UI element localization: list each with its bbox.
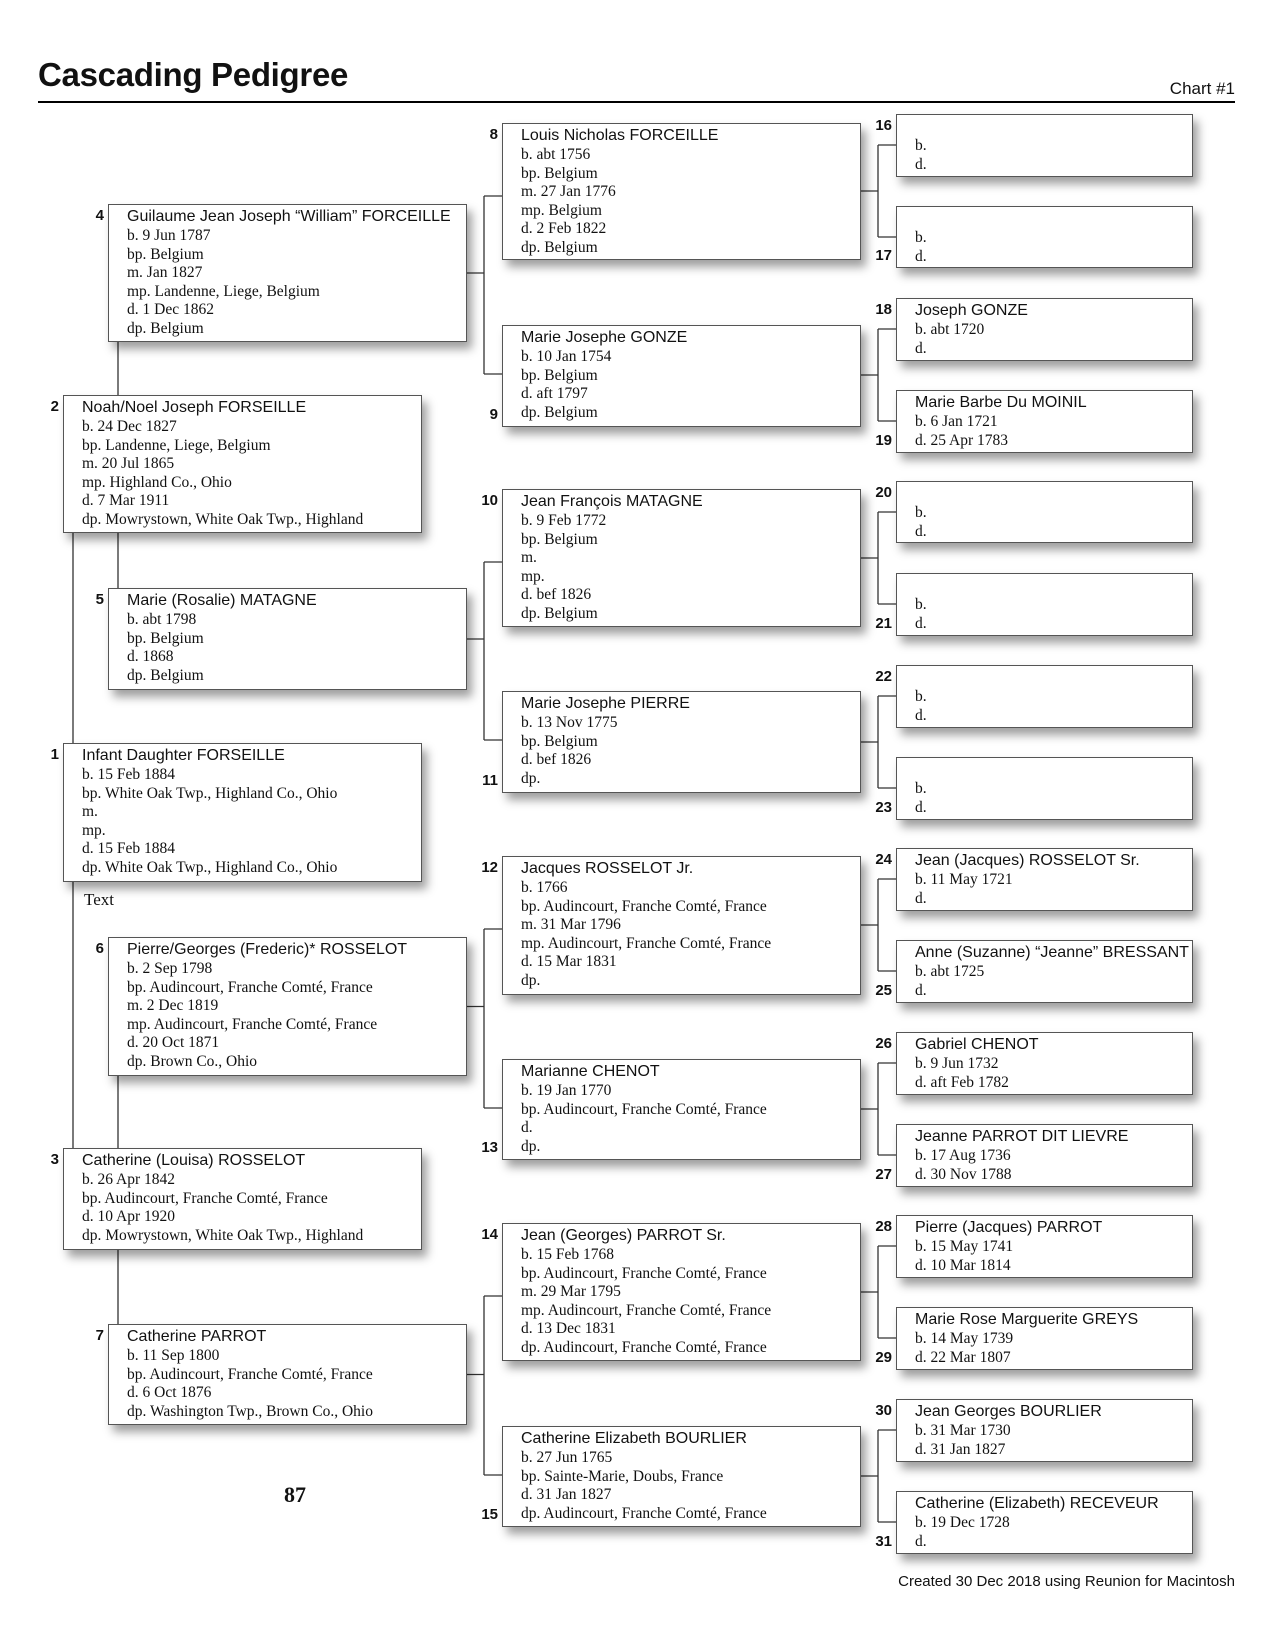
- person-fact: m. 29 Mar 1795: [521, 1283, 621, 1301]
- person-fact: bp. Audincourt, Franche Comté, France: [521, 1264, 767, 1282]
- person-fact: dp. Belgium: [521, 238, 598, 256]
- person-box-31[interactable]: [896, 1491, 1193, 1554]
- person-name: [915, 760, 1192, 780]
- person-fact: dp. Brown Co., Ohio: [127, 1052, 258, 1070]
- ahnentafel-number: 19: [875, 432, 892, 449]
- person-fact: d.: [915, 614, 927, 632]
- ahnentafel-number: 13: [481, 1139, 498, 1156]
- person-fact: b. 17 Aug 1736: [915, 1147, 1011, 1164]
- person-fact: b.: [915, 504, 927, 521]
- ahnentafel-number: 1: [50, 746, 59, 763]
- person-fact: dp.: [521, 971, 541, 989]
- person-name: [915, 484, 1192, 504]
- person-fact: d. 22 Mar 1807: [915, 1348, 1011, 1366]
- person-fact: bp. Belgium: [521, 732, 598, 750]
- person-box-24[interactable]: [896, 848, 1193, 911]
- person-fact: b. 6 Jan 1721: [915, 413, 998, 430]
- ahnentafel-number: 8: [489, 126, 498, 143]
- person-fact: bp. Audincourt, Franche Comté, France: [521, 1100, 767, 1118]
- ahnentafel-number: 22: [875, 668, 892, 685]
- person-name: Catherine (Louisa) ROSSELOT: [82, 1152, 306, 1169]
- person-fact: d.: [915, 981, 927, 999]
- person-fact: b.: [915, 229, 927, 246]
- person-fact: bp. Belgium: [127, 245, 204, 263]
- person-fact: b. 15 Feb 1768: [521, 1246, 614, 1263]
- page-number: 87: [284, 1482, 306, 1507]
- person-fact: dp. Belgium: [127, 666, 204, 684]
- person-fact: b. abt 1720: [915, 321, 985, 338]
- person-fact: b. 19 Dec 1728: [915, 1514, 1010, 1531]
- person-fact: bp. Belgium: [127, 629, 204, 647]
- person-fact: bp. Belgium: [521, 164, 598, 182]
- person-fact: dp. Washington Twp., Brown Co., Ohio: [127, 1402, 373, 1420]
- person-fact: d.: [915, 889, 927, 907]
- person-fact: mp. Audincourt, Franche Comté, France: [521, 1301, 772, 1319]
- person-fact: d. 15 Mar 1831: [521, 953, 617, 971]
- person-name: Guilaume Jean Joseph “William” FORCEILLE: [127, 208, 451, 225]
- person-fact: dp.: [521, 769, 541, 787]
- ahnentafel-number: 21: [875, 615, 892, 632]
- person-fact: m. 2 Dec 1819: [127, 997, 219, 1015]
- person-fact: d. 25 Apr 1783: [915, 431, 1008, 449]
- person-fact: d. 1868: [127, 648, 174, 666]
- ahnentafel-number: 11: [482, 772, 498, 789]
- person-name: Marianne CHENOT: [521, 1063, 660, 1080]
- ahnentafel-number: 16: [875, 117, 892, 134]
- ahnentafel-number: 6: [95, 940, 104, 957]
- person-box-19[interactable]: [896, 390, 1193, 453]
- person-box-12[interactable]: [502, 856, 861, 995]
- person-fact: b.: [915, 688, 927, 705]
- person-fact: d.: [915, 522, 927, 540]
- ahnentafel-number: 3: [50, 1151, 59, 1168]
- person-box-11[interactable]: [502, 691, 861, 793]
- note-text: Text: [84, 890, 114, 909]
- person-fact: b. 15 Feb 1884: [82, 766, 175, 783]
- person-name: Jeanne PARROT DIT LIEVRE: [915, 1128, 1129, 1145]
- person-name: Pierre/Georges (Frederic)* ROSSELOT: [127, 941, 408, 958]
- person-name: Marie Rose Marguerite GREYS: [915, 1311, 1139, 1328]
- chart-number: Chart #1: [1169, 79, 1235, 98]
- person-fact: d. aft 1797: [521, 385, 588, 403]
- person-fact: mp. Audincourt, Franche Comté, France: [127, 1015, 378, 1033]
- person-fact: mp.: [82, 821, 106, 839]
- person-name: Noah/Noel Joseph FORSEILLE: [82, 399, 307, 416]
- person-fact: b. 13 Nov 1775: [521, 714, 618, 731]
- ahnentafel-number: 12: [481, 859, 498, 876]
- person-name: Anne (Suzanne) “Jeanne” BRESSANT: [915, 944, 1189, 961]
- person-box-13[interactable]: [502, 1059, 861, 1160]
- person-fact: b. 14 May 1739: [915, 1330, 1014, 1347]
- person-name: [915, 117, 1192, 137]
- person-box-8[interactable]: [502, 123, 861, 260]
- ahnentafel-number: 30: [875, 1402, 892, 1419]
- person-box-21[interactable]: [896, 573, 1193, 636]
- person-fact: b. abt 1798: [127, 611, 197, 628]
- person-fact: bp. Belgium: [521, 366, 598, 384]
- person-fact: b.: [915, 596, 927, 613]
- person-fact: b. abt 1756: [521, 146, 591, 163]
- person-fact: d. 13 Dec 1831: [521, 1320, 616, 1338]
- page-title: Cascading Pedigree: [38, 56, 349, 93]
- person-name: Jean (Georges) PARROT Sr.: [521, 1227, 726, 1244]
- person-name: Catherine PARROT: [127, 1328, 267, 1345]
- person-box-23[interactable]: [896, 757, 1193, 820]
- ahnentafel-number: 10: [481, 492, 498, 509]
- person-fact: bp. White Oak Twp., Highland Co., Ohio: [82, 784, 338, 802]
- ahnentafel-number: 28: [875, 1218, 892, 1235]
- ahnentafel-number: 5: [95, 591, 104, 608]
- person-fact: d. 6 Oct 1876: [127, 1384, 212, 1402]
- person-name: Jean François MATAGNE: [521, 493, 703, 510]
- person-box-2[interactable]: [63, 395, 422, 533]
- person-fact: m.: [521, 549, 537, 567]
- person-name: Catherine (Elizabeth) RECEVEUR: [915, 1495, 1159, 1512]
- person-fact: d. 15 Feb 1884: [82, 840, 175, 858]
- ahnentafel-number: 23: [875, 799, 892, 816]
- ahnentafel-number: 17: [875, 247, 892, 264]
- person-box-3[interactable]: [63, 1148, 422, 1250]
- person-fact: dp. Belgium: [521, 604, 598, 622]
- person-box-22[interactable]: [896, 665, 1193, 728]
- person-box-5[interactable]: [108, 588, 467, 690]
- person-fact: mp. Belgium: [521, 201, 602, 219]
- person-name: Marie Barbe Du MOINIL: [915, 394, 1087, 411]
- person-fact: b. 11 May 1721: [915, 871, 1013, 888]
- person-fact: bp. Landenne, Liege, Belgium: [82, 436, 271, 454]
- person-fact: d.: [915, 247, 927, 265]
- person-fact: d. 31 Jan 1827: [915, 1440, 1006, 1458]
- person-box-10[interactable]: [502, 489, 861, 627]
- person-fact: bp. Audincourt, Franche Comté, France: [127, 1365, 373, 1383]
- person-fact: bp. Audincourt, Franche Comté, France: [82, 1189, 328, 1207]
- person-box-28[interactable]: [896, 1215, 1193, 1278]
- person-box-4[interactable]: [108, 204, 467, 342]
- person-name: [915, 668, 1192, 688]
- person-name: Marie Josephe GONZE: [521, 329, 688, 346]
- person-fact: dp. Mowrystown, White Oak Twp., Highland: [82, 1226, 364, 1244]
- person-name: Marie (Rosalie) MATAGNE: [127, 592, 317, 609]
- person-fact: d. bef 1826: [521, 751, 592, 769]
- person-fact: d. 20 Oct 1871: [127, 1034, 220, 1052]
- person-fact: b. 9 Jun 1787: [127, 227, 211, 244]
- person-fact: d. 7 Mar 1911: [82, 492, 170, 510]
- person-box-30[interactable]: [896, 1399, 1193, 1462]
- person-fact: b. abt 1725: [915, 963, 985, 980]
- person-name: [915, 576, 1192, 596]
- person-fact: b. 15 May 1741: [915, 1238, 1014, 1255]
- person-fact: d.: [521, 1119, 533, 1137]
- person-fact: b. 9 Jun 1732: [915, 1055, 999, 1072]
- person-box-29[interactable]: [896, 1307, 1193, 1370]
- person-fact: b. 11 Sep 1800: [127, 1347, 220, 1364]
- ahnentafel-number: 26: [875, 1035, 892, 1052]
- person-fact: b. 26 Apr 1842: [82, 1171, 175, 1188]
- person-fact: dp. Audincourt, Franche Comté, France: [521, 1504, 767, 1522]
- person-fact: dp. Belgium: [127, 319, 204, 337]
- person-box-27[interactable]: [896, 1124, 1193, 1187]
- person-name: Joseph GONZE: [915, 302, 1028, 319]
- person-name: Pierre (Jacques) PARROT: [915, 1219, 1103, 1236]
- person-fact: d.: [915, 339, 927, 357]
- person-name: Jean Georges BOURLIER: [915, 1403, 1102, 1420]
- ahnentafel-number: 31: [875, 1533, 892, 1550]
- person-name: [915, 209, 1192, 229]
- person-fact: m. 31 Mar 1796: [521, 916, 621, 934]
- person-fact: b. 10 Jan 1754: [521, 348, 612, 365]
- person-fact: mp.: [521, 567, 545, 585]
- person-name: Marie Josephe PIERRE: [521, 695, 690, 712]
- ahnentafel-number: 2: [50, 398, 59, 415]
- person-fact: d.: [915, 706, 927, 724]
- person-fact: b. 27 Jun 1765: [521, 1449, 613, 1466]
- person-fact: dp. Audincourt, Franche Comté, France: [521, 1338, 767, 1356]
- person-fact: d. 30 Nov 1788: [915, 1165, 1012, 1183]
- person-box-20[interactable]: [896, 481, 1193, 543]
- person-fact: d.: [915, 798, 927, 816]
- person-fact: d.: [915, 155, 927, 173]
- footer-credit: Created 30 Dec 2018 using Reunion for Macintosh: [898, 1573, 1235, 1590]
- person-fact: b.: [915, 780, 927, 797]
- title-rule: [38, 101, 1235, 103]
- person-name: Infant Daughter FORSEILLE: [82, 747, 285, 764]
- person-fact: b. 31 Mar 1730: [915, 1422, 1011, 1439]
- person-fact: bp. Audincourt, Franche Comté, France: [521, 897, 767, 915]
- ahnentafel-number: 9: [489, 406, 498, 423]
- person-fact: d. 10 Mar 1814: [915, 1256, 1011, 1274]
- person-fact: d. aft Feb 1782: [915, 1073, 1009, 1091]
- person-fact: d. 2 Feb 1822: [521, 220, 607, 238]
- ahnentafel-number: 29: [875, 1349, 892, 1366]
- ahnentafel-number: 4: [95, 207, 104, 224]
- person-name: Louis Nicholas FORCEILLE: [521, 127, 719, 144]
- person-fact: m. 27 Jan 1776: [521, 183, 616, 201]
- person-fact: bp. Audincourt, Franche Comté, France: [127, 978, 373, 996]
- person-fact: d. 10 Apr 1920: [82, 1208, 175, 1226]
- ahnentafel-number: 25: [875, 982, 892, 999]
- person-fact: b. 2 Sep 1798: [127, 960, 213, 977]
- person-box-16[interactable]: [896, 114, 1193, 177]
- person-box-7[interactable]: [108, 1324, 467, 1425]
- ahnentafel-number: 14: [481, 1226, 498, 1243]
- person-box-18[interactable]: [896, 298, 1193, 361]
- person-fact: dp.: [521, 1137, 541, 1155]
- person-fact: bp. Sainte-Marie, Doubs, France: [521, 1467, 724, 1485]
- person-box-17[interactable]: [896, 206, 1193, 268]
- person-box-14[interactable]: [502, 1223, 861, 1361]
- person-fact: b. 1766: [521, 879, 568, 896]
- ahnentafel-number: 7: [95, 1327, 104, 1344]
- person-fact: dp. White Oak Twp., Highland Co., Ohio: [82, 858, 338, 876]
- person-fact: d. 1 Dec 1862: [127, 301, 214, 319]
- person-fact: m. Jan 1827: [127, 264, 203, 282]
- person-fact: m.: [82, 803, 98, 821]
- person-box-1[interactable]: [63, 743, 422, 882]
- person-box-26[interactable]: [896, 1032, 1193, 1095]
- person-fact: m. 20 Jul 1865: [82, 455, 175, 473]
- person-fact: b. 24 Dec 1827: [82, 418, 177, 435]
- ahnentafel-number: 20: [875, 484, 892, 501]
- person-fact: mp. Audincourt, Franche Comté, France: [521, 934, 772, 952]
- person-name: Jean (Jacques) ROSSELOT Sr.: [915, 852, 1140, 869]
- ahnentafel-number: 15: [481, 1506, 498, 1523]
- person-fact: b. 9 Feb 1772: [521, 512, 607, 529]
- person-fact: b. 19 Jan 1770: [521, 1082, 612, 1099]
- person-fact: d. 31 Jan 1827: [521, 1486, 612, 1504]
- person-box-25[interactable]: [896, 940, 1193, 1003]
- person-fact: mp. Highland Co., Ohio: [82, 473, 232, 491]
- person-box-15[interactable]: [502, 1426, 861, 1527]
- ahnentafel-number: 24: [875, 851, 892, 868]
- person-fact: dp. Belgium: [521, 403, 598, 421]
- person-fact: d. bef 1826: [521, 586, 592, 604]
- person-box-9[interactable]: [502, 325, 861, 427]
- person-fact: bp. Belgium: [521, 530, 598, 548]
- person-fact: d.: [915, 1532, 927, 1550]
- person-fact: b.: [915, 137, 927, 154]
- ahnentafel-number: 27: [875, 1166, 892, 1183]
- person-name: Gabriel CHENOT: [915, 1036, 1039, 1053]
- person-name: Catherine Elizabeth BOURLIER: [521, 1430, 747, 1447]
- ahnentafel-number: 18: [875, 301, 892, 318]
- person-name: Jacques ROSSELOT Jr.: [521, 860, 694, 877]
- person-fact: dp. Mowrystown, White Oak Twp., Highland: [82, 510, 364, 528]
- person-fact: mp. Landenne, Liege, Belgium: [127, 282, 320, 300]
- person-box-6[interactable]: [108, 937, 467, 1076]
